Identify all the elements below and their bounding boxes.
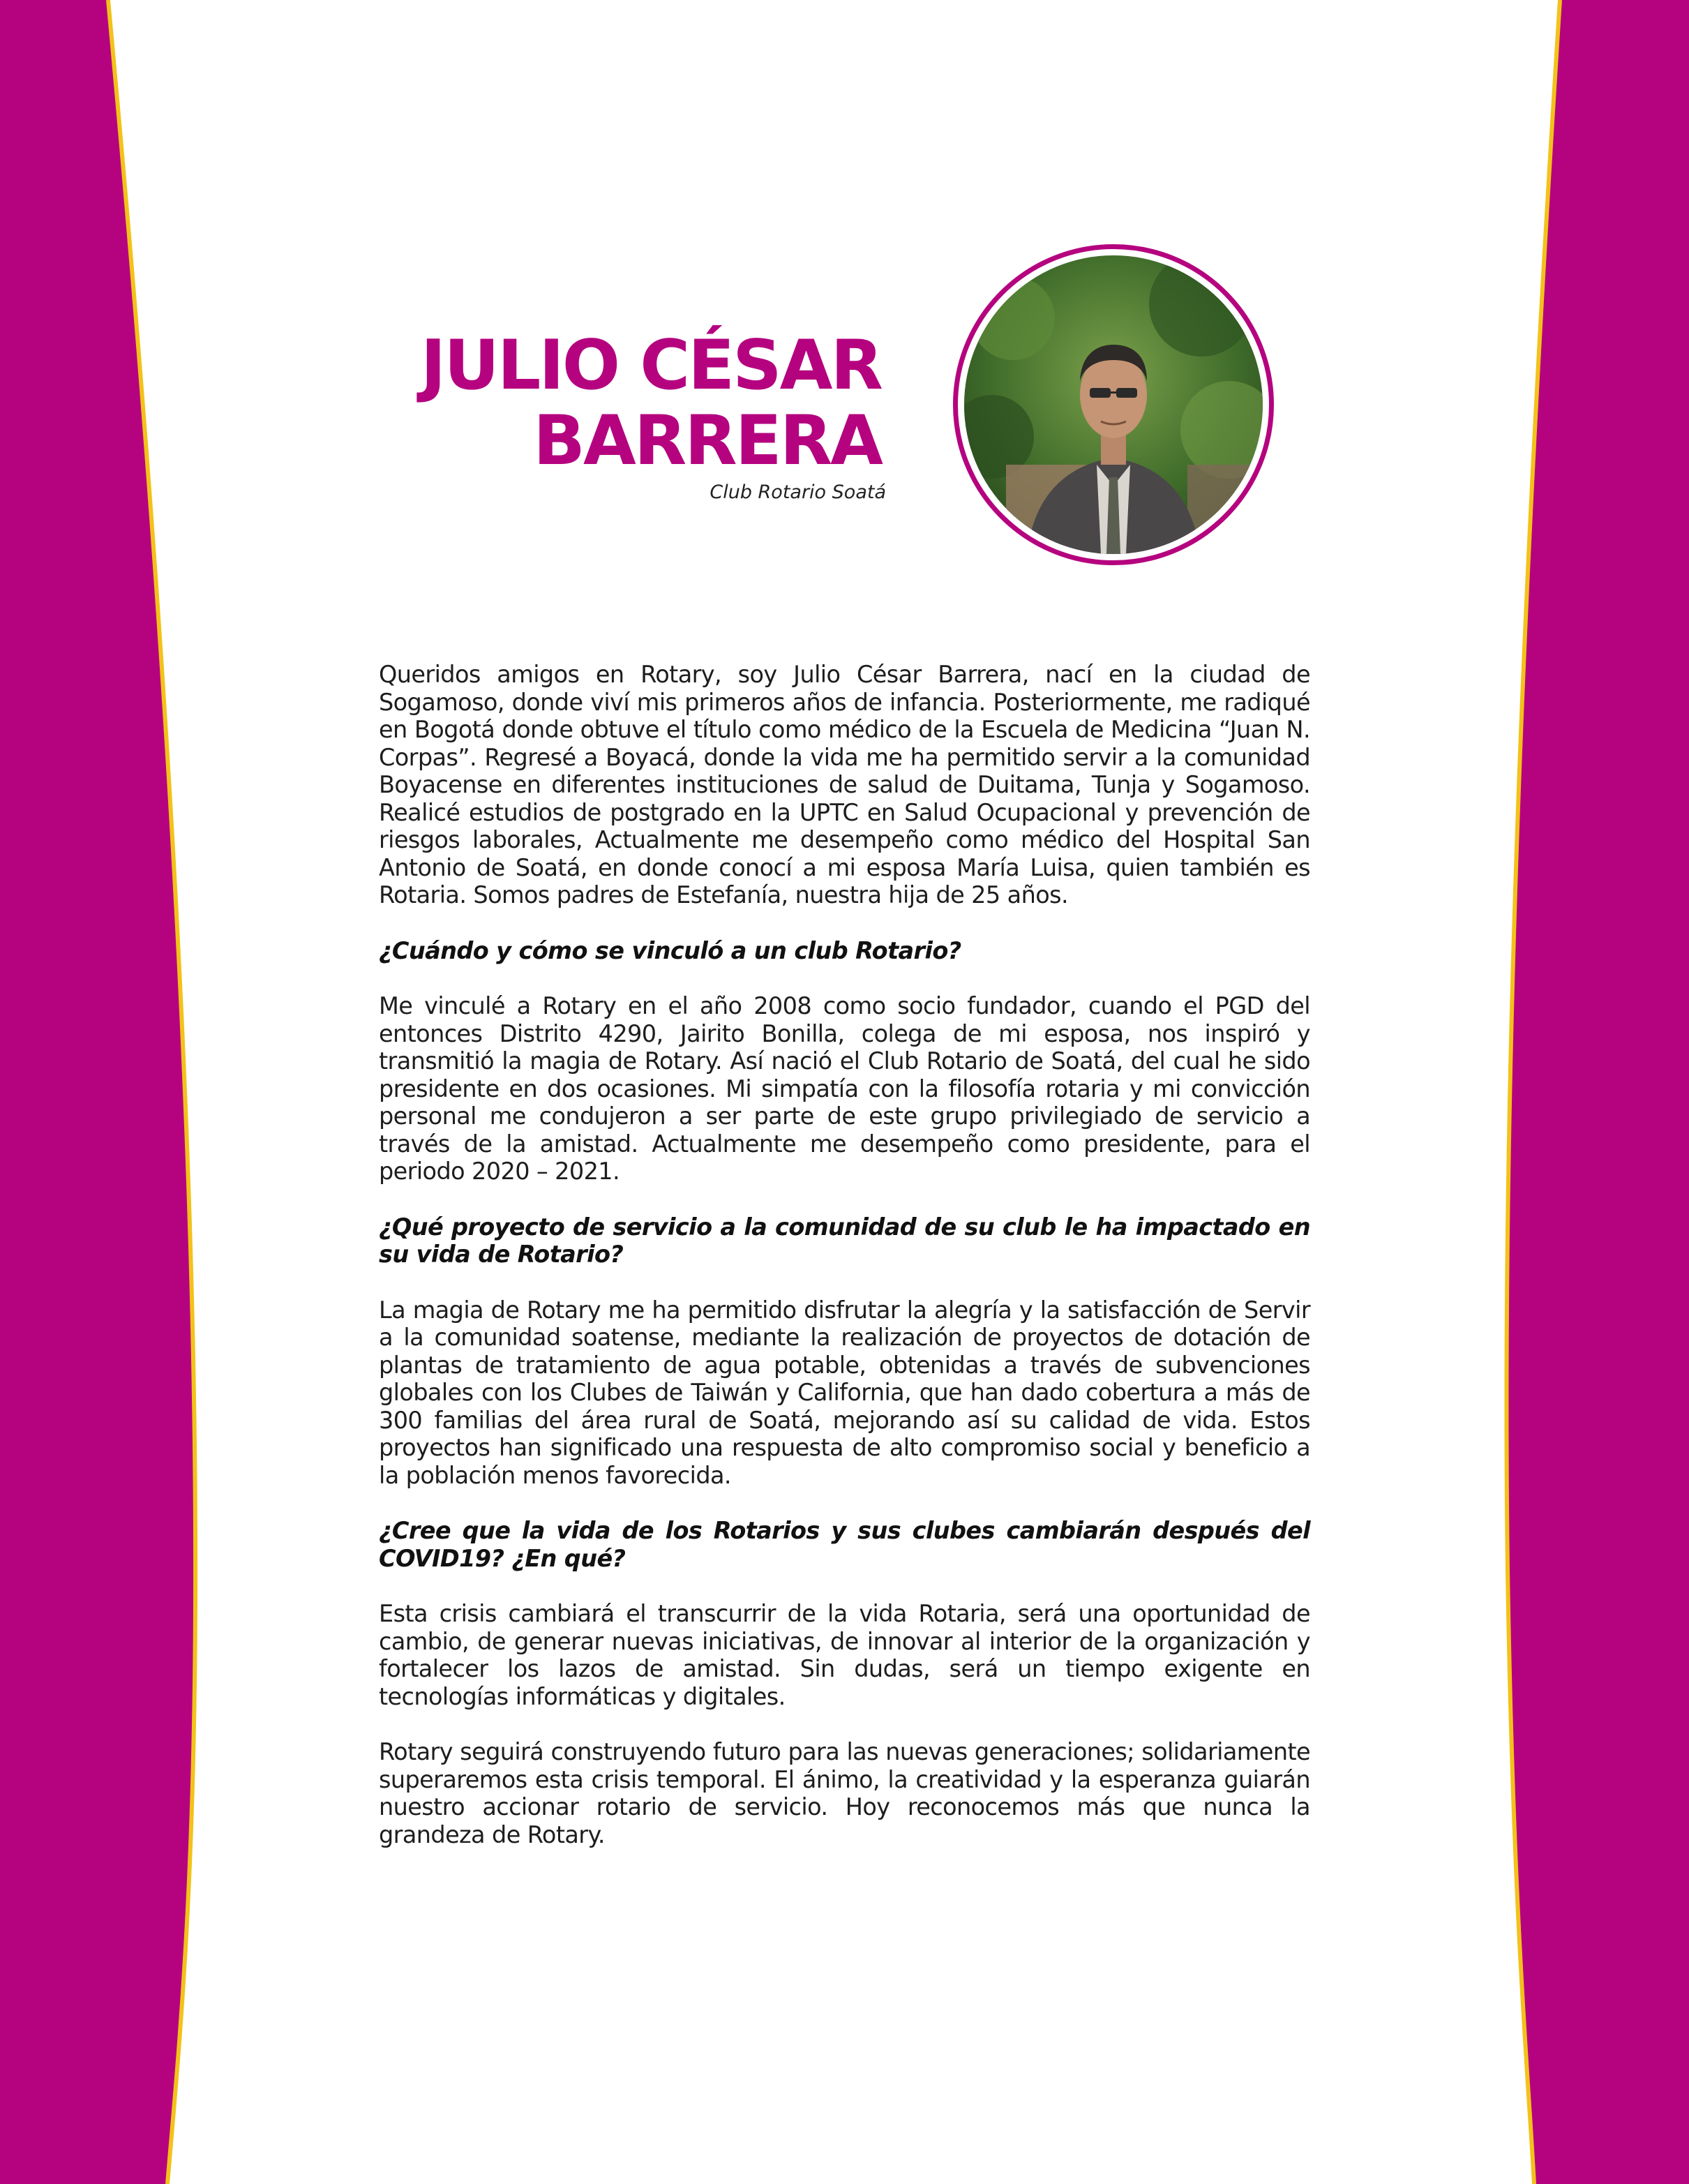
question-2: ¿Qué proyecto de servicio a la comunidad de su club le ha impactado en su vida de Rotario? [379, 1213, 1310, 1268]
closing-paragraph: Rotary seguirá construyendo futuro para las nuevas generaciones; solidariamente superaremos esta crisis temporal. El ánimo, la creatividad y la esperanza guiarán nuestro accionar rotario de servicio. Hoy reconocemos más que nunca la grandeza de Rotary. [379, 1738, 1310, 1848]
portrait-illustration [964, 255, 1263, 554]
person-name-heading [421, 328, 881, 479]
right-decorative-band [1480, 0, 1689, 2184]
intro-paragraph: Queridos amigos en Rotary, soy Julio César Barrera, nací en la ciudad de Sogamoso, donde viví mis primeros años de infancia. Posteriormente, me radiqué en Bogotá donde obtuve el título como médico de la Escuela de Medicina “Juan N. Corpas”. Regresé a Boyacá, donde la vida me ha permitido servir a la comunidad Boyacense en diferentes instituciones de salud de Duitama, Tunja y Sogamoso. Realicé estudios de postgrado en la UPTC en Salud Ocupacional y prevención de riesgos laborales, Actualmente me desempeño como médico del Hospital San Antonio de Soatá, en donde conocí a mi esposa María Luisa, quien también es Rotaria. Somos padres de Estefanía, nuestra hija de 25 años. [379, 661, 1310, 908]
article-body [379, 661, 1310, 1876]
left-decorative-band [0, 0, 209, 2184]
question-3: ¿Cree que la vida de los Rotarios y sus clubes cambiarán después del COVID19? ¿En qué? [379, 1517, 1310, 1572]
answer-3: Esta crisis cambiará el transcurrir de la vida Rotaria, será una oportunidad de cambio, de generar nuevas iniciativas, de innovar al interior de la organización y fortalecer los lazos de amistad. Sin dudas, será un tiempo exigente en tecnologías informáticas y digitales. [379, 1600, 1310, 1710]
name-line-2: BARRERA [533, 401, 881, 481]
portrait-photo [953, 244, 1274, 565]
answer-2: La magia de Rotary me ha permitido disfrutar la alegría y la satisfacción de Servir a la comunidad soatense, mediante la realización de proyectos de dotación de plantas de tratamiento de agua potable, obtenidas a través de subvenciones globales con los Clubes de Taiwán y California, que han dado cobertura a más de 300 familias del área rural de Soatá, mejorando así su calidad de vida. Estos proyectos han significado una respuesta de alto compromiso social y beneficio a la población menos favorecida. [379, 1296, 1310, 1489]
question-1: ¿Cuándo y cómo se vinculó a un club Rotario? [379, 936, 961, 964]
club-name: Club Rotario Soatá [710, 481, 886, 503]
answer-1: Me vinculé a Rotary en el año 2008 como socio fundador, cuando el PGD del entonces Distrito 4290, Jairito Bonilla, colega de mi esposa, nos inspiró y transmitió la magia de Rotary. Así nació el Club Rotario de Soatá, del cual he sido presidente en dos ocasiones. Mi simpatía con la filosofía rotaria y mi convicción personal me condujeron a ser parte de este grupo privilegiado de servicio a través de la amistad. Actualmente me desempeño como presidente, para el periodo 2020 – 2021. [379, 992, 1310, 1185]
name-line-1: JULIO CÉSAR [420, 326, 881, 405]
